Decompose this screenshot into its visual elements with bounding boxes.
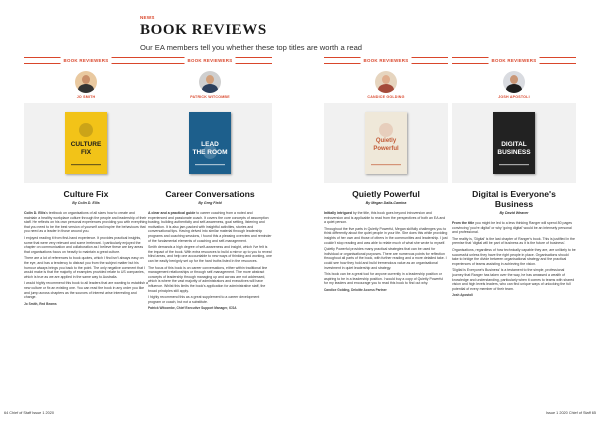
paragraph-text: I would highly recommend this book to all leaders that are wanting to establish a new culture or fix an existing one. You can read the book in any order you like and jump across chapters as the sources of interest arise interesting and change. bbox=[24, 281, 148, 300]
paragraph-text: The focus of this book is on career conversations, either within traditional line management relationships or through self-management. The more abstract concepts of leadership through managing up and across are not addressed, which is where the vast majority of administrators and executives will have influence. Whilst this limits the book's application for administrative staff, the broad principles still apply. bbox=[148, 265, 268, 293]
review-paragraph bbox=[148, 295, 272, 304]
avatar-head bbox=[510, 75, 518, 84]
book-cover bbox=[365, 112, 407, 174]
avatar-torso bbox=[506, 84, 522, 93]
page-title: BOOK REVIEWS bbox=[140, 22, 267, 38]
book-author: By Colin D. Ellis bbox=[72, 201, 100, 205]
review-paragraph bbox=[324, 272, 448, 286]
paragraph-lead: Colin D. Ellis bbox=[24, 211, 46, 215]
paragraph-lead: Initially intrigued bbox=[324, 211, 353, 215]
book-cover bbox=[189, 112, 231, 174]
footer-right: Issue 1 2020 Chief of Staff 65 bbox=[546, 411, 596, 415]
review-paragraph bbox=[148, 245, 272, 263]
book-cover-area bbox=[452, 103, 576, 183]
review-column bbox=[148, 57, 272, 403]
review-paragraph bbox=[148, 211, 272, 243]
cover-line-2: BUSINESS bbox=[497, 149, 531, 156]
paragraph-text: There are a lot of references to book quotes, which I find isn't always easy on the eye, and has a tendency to distract you from the subject matter but his humour always brings you back to the point. The only negative comment that I would make is that the majority of examples provided relate to US companies, which is true as we are applied in the same way to Australia. bbox=[24, 256, 145, 279]
paragraph-text: 'Digital is Everyone's Business' is a testament to the simple, professional journey that Ranger has taken over the way, he has amassed a wealth of knowledge and understanding, particularly when it comes to teams with shared vision and high levels leaders, who can find unique ways of unlocking the full potential of every member of their team. bbox=[452, 268, 575, 291]
paragraph-text: to career coaching from a noted and experienced and passionate coach. It covers the core concepts of assumption busting, building authenticity and self-awareness, goal setting, listening and motivation. It is also jam-packed with insightful activities, stories and conversational tips. Having delved into similar material through leadership programs and coaching sessions, I found this a pleasing overview and reminder of the fundamental elements of coaching and self-management. bbox=[148, 211, 272, 243]
section-tag: NEWS bbox=[140, 15, 155, 20]
book-author: By Greg Field bbox=[198, 201, 222, 205]
column-heading bbox=[148, 57, 272, 64]
cover-line-1: CULTURE bbox=[70, 141, 102, 148]
review-paragraph bbox=[324, 211, 448, 225]
book-title: Digital is Everyone's Business bbox=[472, 189, 556, 209]
column-heading-label: BOOK REVIEWERS bbox=[61, 57, 112, 65]
paragraph-text: you might be led to a less thinking Ranger will spend 80 pages convincing 'you're digital' or why 'going digital' would be an intensely personal and professional. bbox=[452, 221, 573, 235]
review-credit: Candice Golding, Deloitte Access Partner bbox=[324, 287, 387, 292]
review-paragraph bbox=[452, 221, 576, 235]
review-paragraph bbox=[452, 237, 576, 246]
review-body bbox=[324, 211, 448, 286]
review-paragraph bbox=[24, 281, 148, 299]
column-heading bbox=[452, 57, 576, 64]
cover-line-1: Quietly bbox=[375, 138, 397, 144]
book-cover-area bbox=[324, 103, 448, 183]
paragraph-text: The reality is, 'Digital' is the last chapter of Ranger's book. This is justified in the premise that 'digital will be part of business as it is the future of business'. bbox=[452, 236, 575, 246]
book-cover-art bbox=[189, 112, 231, 174]
paragraph-text: I highly recommend this as a great supplement to a career development program or coach, but not a substitute. bbox=[148, 295, 260, 304]
paragraph-lead: A clear and a practical guide bbox=[148, 211, 196, 215]
avatar-torso bbox=[78, 84, 94, 93]
review-credit: Jo Smith, Red Beams bbox=[24, 301, 57, 306]
paragraph-text: Smith demands a high degree of self-awareness and insight, which I've felt is the impact of the book. With extra resources to build a mirror up to you to reveal blind areas, and help one accountable to new ways of thinking and working, one can be easily benignly set up for the hard truths listed in the resources. bbox=[148, 245, 272, 263]
footer-left: 64 Chief of Staff Issue 1 2020 bbox=[4, 411, 54, 415]
review-credit: Josh Apostoli bbox=[452, 293, 473, 298]
paragraph-text: This book can be a great tool for anyone currently in a leadership position or aspiring to be in a leadership position. I would buy a copy of Quietly Powerful for my leaders and encourage you to read this book to find out why. bbox=[324, 272, 444, 286]
paragraph-lead: From the title bbox=[452, 221, 475, 225]
review-credit: Patrick Witcombe, Chief Executive Support Manager, ICSA bbox=[148, 306, 237, 311]
book-cover-area bbox=[148, 103, 272, 183]
review-paragraph bbox=[24, 211, 148, 234]
review-column bbox=[324, 57, 448, 403]
paragraph-text: Quietly Powerful provides many practical strategies that can be used for individual or organisational purposes. There are numerous points for reflection throughout all parts of the book, with further reading and a more detailed take. I could see how they hold and build tremendous value as an organisational investment in quiet leadership and strategy. bbox=[324, 247, 447, 270]
reviewer-name: PATRICK WITCOMBE bbox=[190, 95, 230, 99]
paragraph-text: I enjoyed reading it from first-hand experience. It provides practical insights, some that were very relevant and some irrelevant. I particularly enjoyed the chapter on communication and collaboration as I believe these are key areas that organisations focus on heavily to maintain a great culture. bbox=[24, 235, 144, 254]
review-paragraph bbox=[148, 266, 272, 294]
avatar-torso bbox=[378, 84, 394, 93]
avatar bbox=[375, 71, 397, 93]
review-body bbox=[148, 211, 272, 304]
book-cover bbox=[65, 112, 107, 174]
book-cover-art bbox=[65, 112, 107, 174]
book-cover-art bbox=[365, 112, 407, 174]
avatar-head bbox=[382, 75, 390, 84]
page-subtitle: Our EA members tell you whether these top titles are worth a read bbox=[140, 43, 363, 52]
book-author: By Megan Dalla-Camina bbox=[365, 201, 407, 205]
column-heading-label: BOOK REVIEWERS bbox=[185, 57, 236, 65]
review-column bbox=[452, 57, 576, 403]
paragraph-text: by the title, this book goes beyond introversion and extroversion and is applicable to read from the perspectives of both an EA and a quiet person. bbox=[324, 211, 446, 225]
review-paragraph bbox=[324, 247, 448, 270]
reviewer-name: JO SMITH bbox=[76, 95, 96, 99]
book-title: Career Conversations bbox=[165, 189, 255, 199]
book-cover bbox=[493, 112, 535, 174]
book-cover-area bbox=[24, 103, 148, 183]
column-heading-label: BOOK REVIEWERS bbox=[489, 57, 540, 65]
review-column bbox=[24, 57, 148, 403]
cover-line-2: Powerful bbox=[373, 146, 399, 152]
reviewer-name: JOSH APOSTOLI bbox=[498, 95, 530, 99]
column-heading-label: BOOK REVIEWERS bbox=[361, 57, 412, 65]
column-heading bbox=[324, 57, 448, 64]
paragraph-text: Throughout the five parts in Quietly Powerful, Megan skilfully challenges you to think differently about the quiet people in your life. She does this while providing insights of her own and those of others in the communities and leadership. I just couldn't stop reading and was able to relate much of what she wrote to myself. bbox=[324, 226, 448, 245]
cover-line-1: LEAD bbox=[201, 141, 219, 148]
review-paragraph bbox=[24, 236, 148, 254]
reviewer-name: CANDICE GOLDING bbox=[367, 95, 405, 99]
book-title: Quietly Powerful bbox=[352, 189, 420, 199]
review-body bbox=[24, 211, 148, 300]
avatar-head bbox=[82, 75, 90, 84]
review-body bbox=[452, 221, 576, 291]
review-paragraph bbox=[452, 248, 576, 266]
book-author: By David Weaver bbox=[499, 211, 529, 215]
cover-line-2: FIX bbox=[80, 149, 92, 156]
paragraph-text: 's textbook on organisations of all sizes how to create and maintain a healthy workplace culture through the people and leadership of their staff. He reflects on his own personal experiences providing you with everything that you need to be the best version of yourself and inspire the behaviours that you need as a leader in those around you. bbox=[24, 211, 148, 234]
column-heading bbox=[24, 57, 148, 64]
book-title: Culture Fix bbox=[63, 189, 109, 199]
book-cover-art bbox=[493, 112, 535, 174]
review-paragraph bbox=[24, 256, 148, 279]
review-paragraph bbox=[324, 227, 448, 245]
cover-line-1: DIGITAL bbox=[501, 141, 527, 148]
avatar-torso bbox=[202, 84, 218, 93]
paragraph-text: Organisations, regardless of how technically capable they are, are unlikely to be successful unless they have the right people in place. Organisations should take to bridge the divide between organisational strategy and the practical experiences of teams assisting in achieving the vision. bbox=[452, 247, 576, 266]
cover-line-2: THE ROOM bbox=[192, 149, 228, 156]
avatar bbox=[503, 71, 525, 93]
avatar-head bbox=[206, 75, 214, 84]
review-paragraph bbox=[452, 268, 576, 291]
avatar bbox=[75, 71, 97, 93]
avatar bbox=[199, 71, 221, 93]
